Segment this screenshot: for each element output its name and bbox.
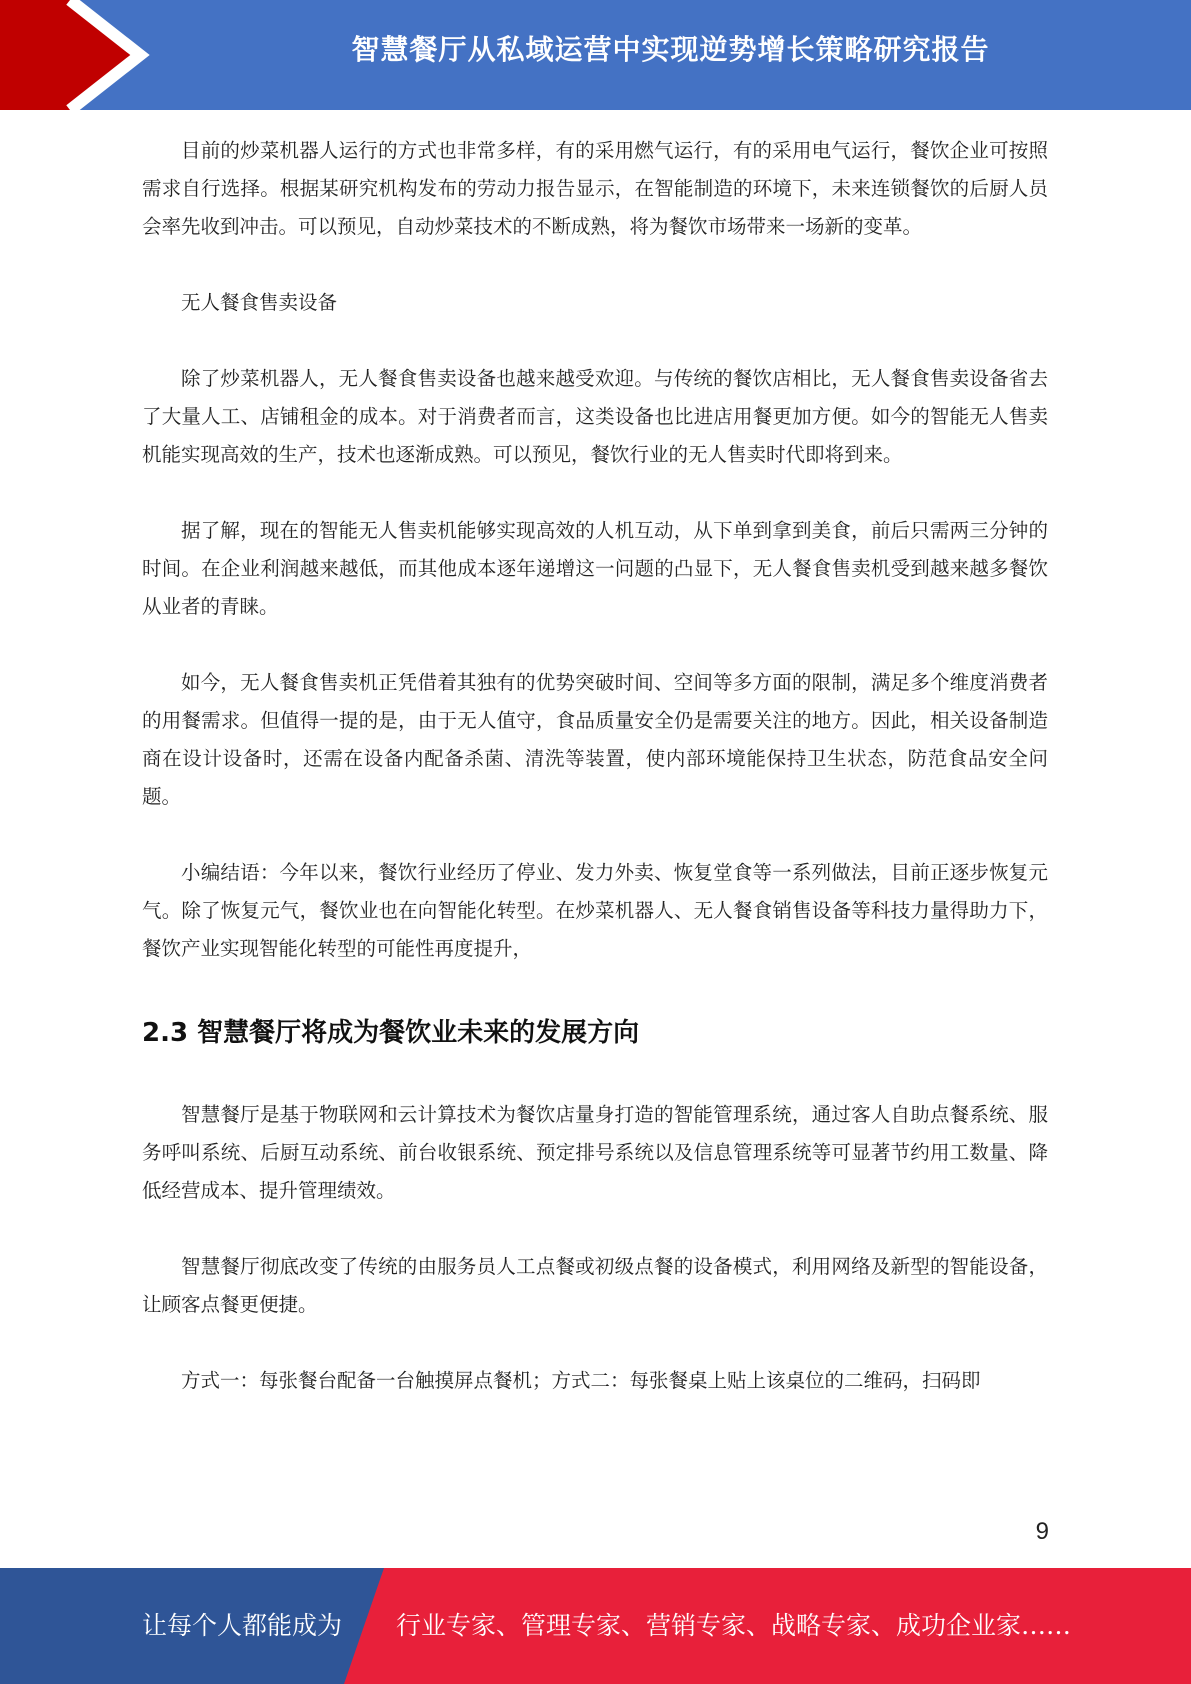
body-paragraph: 智慧餐厅是基于物联网和云计算技术为餐饮店量身打造的智能管理系统，通过客人自助点餐系统、服务呼叫系统、后厨互动系统、前台收银系统、预定排号系统以及信息管理系统等可显著节约用工数量、降低经营成本、提升管理绩效。 — [142, 1103, 1048, 1202]
footer-slogan-right: 行业专家、管理专家、营销专家、战略专家、成功企业家…… — [396, 1611, 1072, 1640]
page-header — [0, 0, 1191, 110]
page-footer — [0, 1568, 1191, 1684]
paragraph-spacer — [142, 246, 1048, 284]
section-heading: 2.3 智慧餐厅将成为餐饮业未来的发展方向 — [142, 1018, 640, 1048]
body-paragraph: 智慧餐厅彻底改变了传统的由服务员人工点餐或初级点餐的设备模式，利用网络及新型的智能设备，让顾客点餐更便捷。 — [142, 1255, 1048, 1316]
body-paragraph: 除了炒菜机器人，无人餐食售卖设备也越来越受欢迎。与传统的餐饮店相比，无人餐食售卖设备省去了大量人工、店铺租金的成本。对于消费者而言，这类设备也比进店用餐更加方便。如今的智能无人售卖机能实现高效的生产，技术也逐渐成熟。可以预见，餐饮行业的无人售卖时代即将到来。 — [142, 367, 1048, 466]
document-body — [142, 132, 1048, 1400]
paragraph-spacer — [142, 474, 1048, 512]
paragraph-spacer — [142, 626, 1048, 664]
body-paragraph: 方式一：每张餐台配备一台触摸屏点餐机；方式二：每张餐桌上贴上该桌位的二维码，扫码即 — [181, 1369, 981, 1392]
body-paragraph: 小编结语：今年以来，餐饮行业经历了停业、发力外卖、恢复堂食等一系列做法，目前正逐步恢复元气。除了恢复元气，餐饮业也在向智能化转型。在炒菜机器人、无人餐食销售设备等科技力量得助力下，餐饮产业实现智能化转型的可能性再度提升， — [142, 861, 1048, 960]
footer-slogan-left: 让每个人都能成为 — [142, 1611, 343, 1640]
paragraph-spacer — [142, 1324, 1048, 1362]
paragraph-spacer — [142, 816, 1048, 854]
subheading-paragraph: 无人餐食售卖设备 — [181, 291, 338, 314]
paragraph-spacer — [142, 1210, 1048, 1248]
body-paragraph: 据了解，现在的智能无人售卖机能够实现高效的人机互动，从下单到拿到美食，前后只需两三分钟的时间。在企业利润越来越低，而其他成本逐年递增这一问题的凸显下，无人餐食售卖机受到越来越多餐饮从业者的青睐。 — [142, 519, 1048, 618]
body-paragraph: 目前的炒菜机器人运行的方式也非常多样，有的采用燃气运行，有的采用电气运行，餐饮企业可按照需求自行选择。根据某研究机构发布的劳动力报告显示，在智能制造的环境下，未来连锁餐饮的后厨人员会率先收到冲击。可以预见，自动炒菜技术的不断成熟，将为餐饮市场带来一场新的变革。 — [142, 139, 1048, 238]
body-paragraph: 如今，无人餐食售卖机正凭借着其独有的优势突破时间、空间等多方面的限制，满足多个维度消费者的用餐需求。但值得一提的是，由于无人值守，食品质量安全仍是需要关注的地方。因此，相关设备制造商在设计设备时，还需在设备内配备杀菌、清洗等装置，使内部环境能保持卫生状态，防范食品安全问题。 — [142, 671, 1048, 808]
header-title: 智慧餐厅从私域运营中实现逆势增长策略研究报告 — [351, 33, 990, 66]
paragraph-spacer — [142, 322, 1048, 360]
page-number: 9 — [1035, 1518, 1049, 1545]
